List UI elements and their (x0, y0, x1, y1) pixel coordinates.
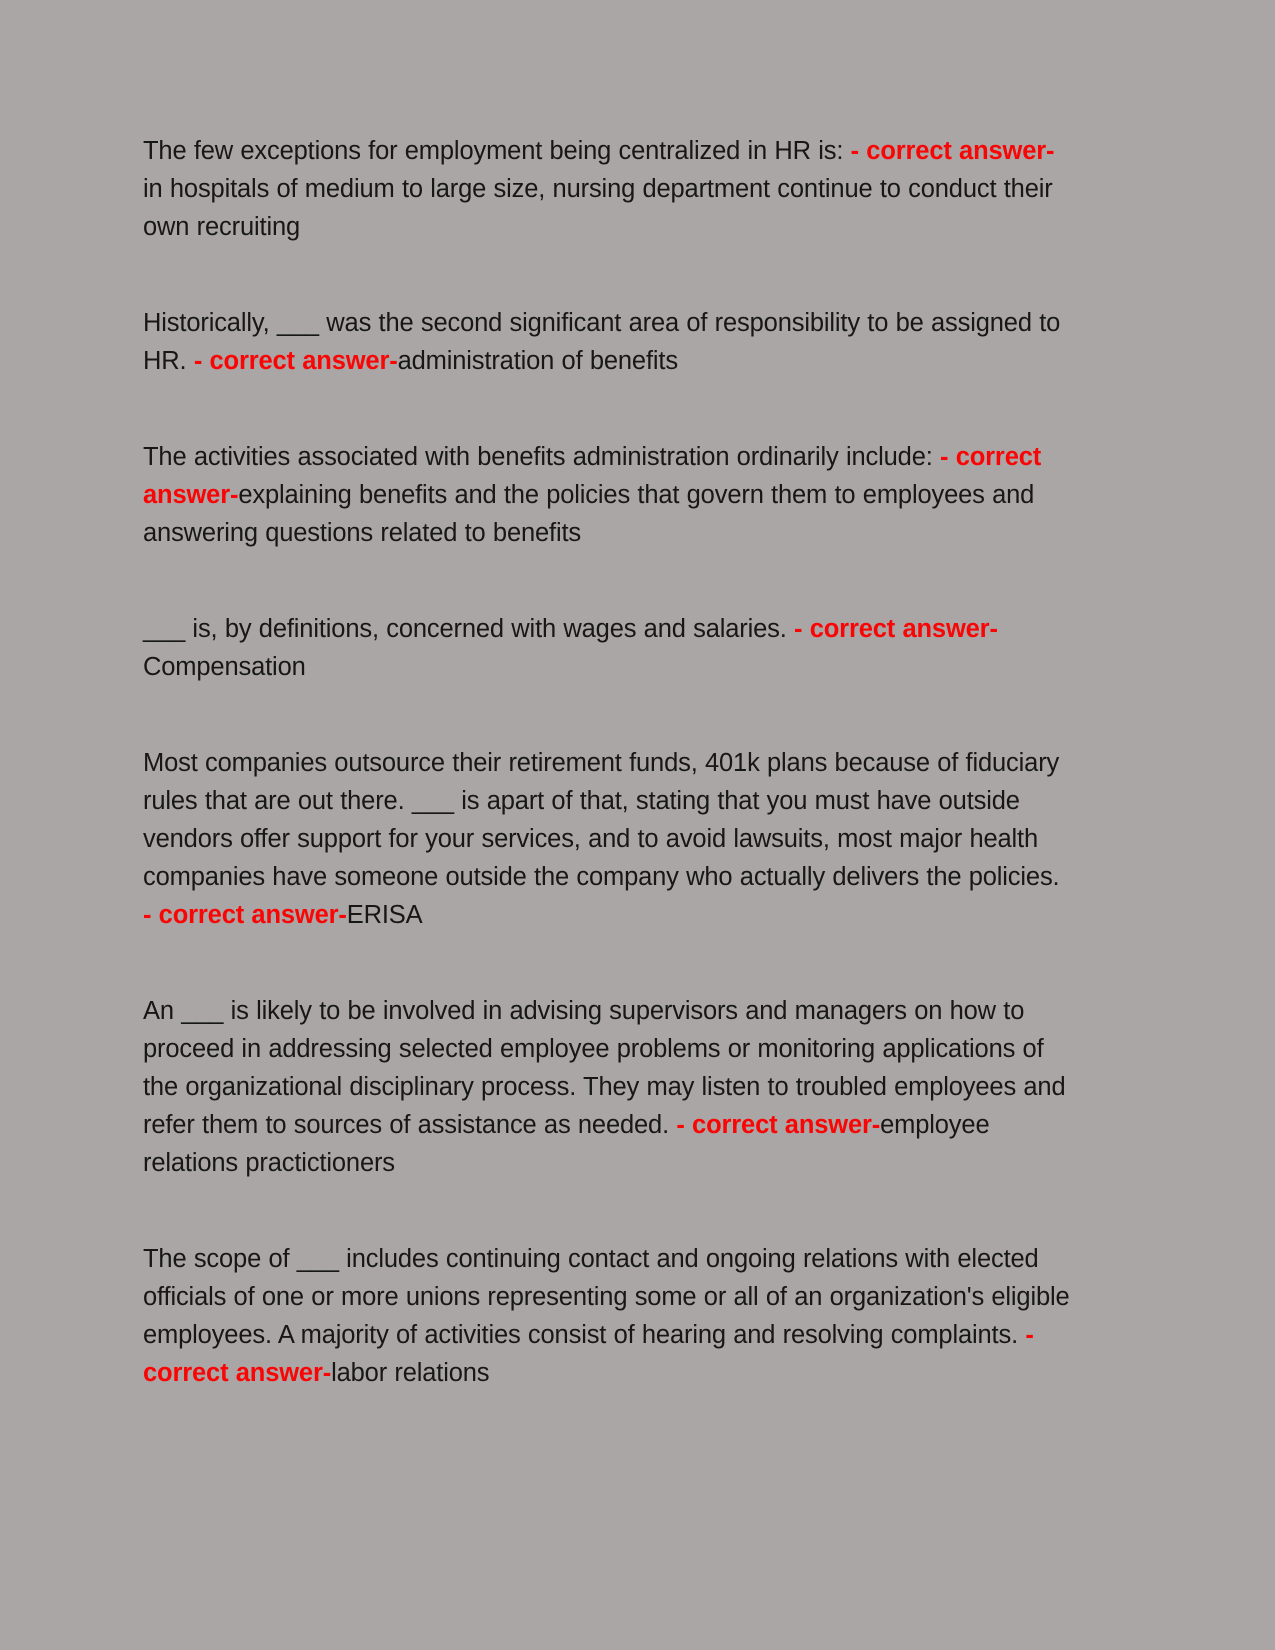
question-text: ___ is, by definitions, concerned with wages and salaries. (143, 615, 795, 643)
answer-text: administration of benefits (397, 347, 678, 375)
question-text: Historically, ___ was the second significant area of responsibility to be assigned to HR. (143, 309, 1061, 375)
document-text-body (143, 132, 1073, 1392)
qa-block (143, 1240, 1073, 1392)
answer-text: labor relations (331, 1359, 490, 1387)
question-text: The scope of ___ includes continuing contact and ongoing relations with elected officials of one or more unions representing some or all of an organization's eligible employees. A majority of activities consist of hearing and resolving complaints. (143, 1245, 1070, 1349)
question-text: The activities associated with benefits administration ordinarily include: (143, 443, 941, 471)
correct-answer-marker: - correct answer- (143, 901, 347, 929)
qa-block (143, 744, 1073, 934)
answer-text: Compensation (143, 653, 306, 681)
correct-answer-marker: - correct answer- (850, 137, 1055, 165)
answer-text: explaining benefits and the policies that govern them to employees and answering questions related to benefits (143, 481, 1035, 547)
correct-answer-marker: - correct answer- (794, 615, 998, 643)
question-text: Most companies outsource their retirement funds, 401k plans because of fiduciary rules that are out there. ___ is apart of that, stating that you must have outside vendors offer support for your services, and to avoid lawsuits, most major health companies have someone outside the company who actually delivers the policies. (143, 749, 1060, 891)
answer-text: employee relations practictioners (143, 1111, 990, 1177)
answer-text: in hospitals of medium to large size, nursing department continue to conduct their own recruiting (143, 175, 1053, 241)
correct-answer-marker: - correct answer- (143, 1321, 1034, 1387)
qa-block (143, 304, 1073, 380)
correct-answer-marker: - correct answer- (676, 1111, 881, 1139)
qa-block (143, 438, 1073, 552)
qa-block (143, 132, 1073, 246)
question-text: The few exceptions for employment being centralized in HR is: (143, 137, 851, 165)
correct-answer-marker: - correct answer- (143, 443, 1042, 509)
question-text: An ___ is likely to be involved in advising supervisors and managers on how to proceed in addressing selected employee problems or monitoring applications of the organizational disciplinary process. They may listen to troubled employees and refer them to sources of assistance as needed. (143, 997, 1066, 1139)
correct-answer-marker: - correct answer- (193, 347, 398, 375)
qa-block (143, 992, 1073, 1182)
qa-block (143, 610, 1073, 686)
answer-text: ERISA (346, 901, 423, 929)
